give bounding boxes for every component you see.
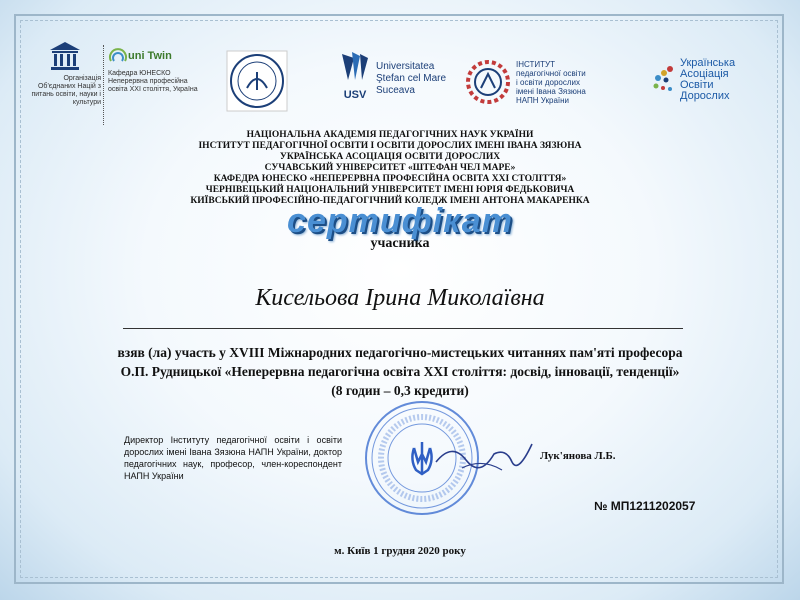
usv-mark-icon xyxy=(338,50,372,108)
recipient-name: Кисельова Ірина Миколаївна xyxy=(255,285,545,311)
unitwin-name: uni Twin xyxy=(128,50,172,62)
organization-line: ІНСТИТУТ ПЕДАГОГІЧНОЇ ОСВІТИ І ОСВІТИ ДОРОСЛИХ ІМЕНІ ІВАНА ЗЯЗЮНА xyxy=(198,141,582,151)
signer-title: Директор Інституту педагогічної освіти і освіти дорослих імені Івана Зязюна НАПН України, доктор педагогічних наук, професор, член-кореспондент НАПН України xyxy=(124,435,342,481)
signature-icon xyxy=(432,432,542,482)
certificate-title: сертифікат xyxy=(287,202,513,240)
participation-text-line2: О.П. Рудницької «Неперервна педагогічна освіта XXI століття: досвід, інновації, тенденції» xyxy=(120,364,680,379)
association-line1: Українська xyxy=(680,57,736,69)
organization-line: СУЧАВСЬКИЙ УНІВЕРСИТЕТ «ШТЕФАН ЧЕЛ МАРЕ» xyxy=(264,163,516,173)
usv-line3: Suceava xyxy=(376,85,415,96)
unitwin-caption: Кафедра ЮНЕСКО Неперервна професійна освіта XXI століття, Україна xyxy=(108,70,198,93)
usv-line2: Ştefan cel Mare xyxy=(376,73,447,84)
institute-emblem-logo xyxy=(226,50,288,112)
institute-line3: і освіти дорослих xyxy=(516,77,580,87)
institute-seal-icon xyxy=(226,50,288,112)
hours-credits-text: (8 годин – 0,3 кредити) xyxy=(331,383,469,398)
institute-line1: ІНСТИТУТ xyxy=(516,59,556,69)
unitwin-logo xyxy=(108,46,200,94)
institute-line2: педагогічної освіти xyxy=(516,68,586,78)
signer-name: Лук'янова Л.Б. xyxy=(540,450,616,462)
unesco-divider xyxy=(103,45,105,125)
association-dots-icon xyxy=(648,63,678,97)
organization-line: НАЦІОНАЛЬНА АКАДЕМІЯ ПЕДАГОГІЧНИХ НАУК УКРАЇНИ xyxy=(246,130,534,140)
organization-line: КИЇВСЬКИЙ ПРОФЕСІЙНО-ПЕДАГОГІЧНИЙ КОЛЕДЖ ІМЕНІ АНТОНА МАКАРЕНКА xyxy=(190,196,590,206)
certificate-number: № МП1211202057 xyxy=(594,499,696,513)
organization-line: УКРАЇНСЬКА АСОЦІАЦІЯ ОСВІТИ ДОРОСЛИХ xyxy=(279,152,501,162)
association-line4: Дорослих xyxy=(680,90,730,102)
organization-line: ЧЕРНІВЕЦЬКИЙ НАЦІОНАЛЬНИЙ УНІВЕРСИТЕТ ІМЕНІ ЮРІЯ ФЕДЬКОВИЧА xyxy=(205,185,575,195)
institute-line4: імені Івана Зязюна xyxy=(516,86,586,96)
place-date: м. Київ 1 грудня 2020 року xyxy=(334,545,466,557)
participation-text-line1: взяв (ла) участь у XVIII Міжнародних педагогічно-мистецьких читаннях пам'яті професора xyxy=(117,345,683,360)
institute-line5: НАПН України xyxy=(516,95,570,105)
association-line3: Освіти xyxy=(680,79,714,91)
association-line2: Асоціація xyxy=(680,68,729,80)
certificate-subtitle: учасника xyxy=(370,236,430,251)
unesco-temple-icon xyxy=(48,40,82,72)
association-logo xyxy=(648,58,735,102)
institute-logo xyxy=(464,58,586,106)
unesco-logo xyxy=(30,40,100,107)
usv-logo xyxy=(338,50,446,108)
name-underline xyxy=(123,328,683,329)
unesco-caption: Організація Об'єднаних Націй з питань освіти, науки і культури xyxy=(31,75,101,106)
usv-line1: Universitatea xyxy=(376,61,435,72)
svg-text:USV: USV xyxy=(343,89,367,101)
unitwin-arc-icon xyxy=(108,46,128,66)
institute-gear-icon xyxy=(464,58,512,106)
organization-line: КАФЕДРА ЮНЕСКО «НЕПЕРЕРВНА ПРОФЕСІЙНА ОСВІТА XXI СТОЛІТТЯ» xyxy=(213,174,567,184)
